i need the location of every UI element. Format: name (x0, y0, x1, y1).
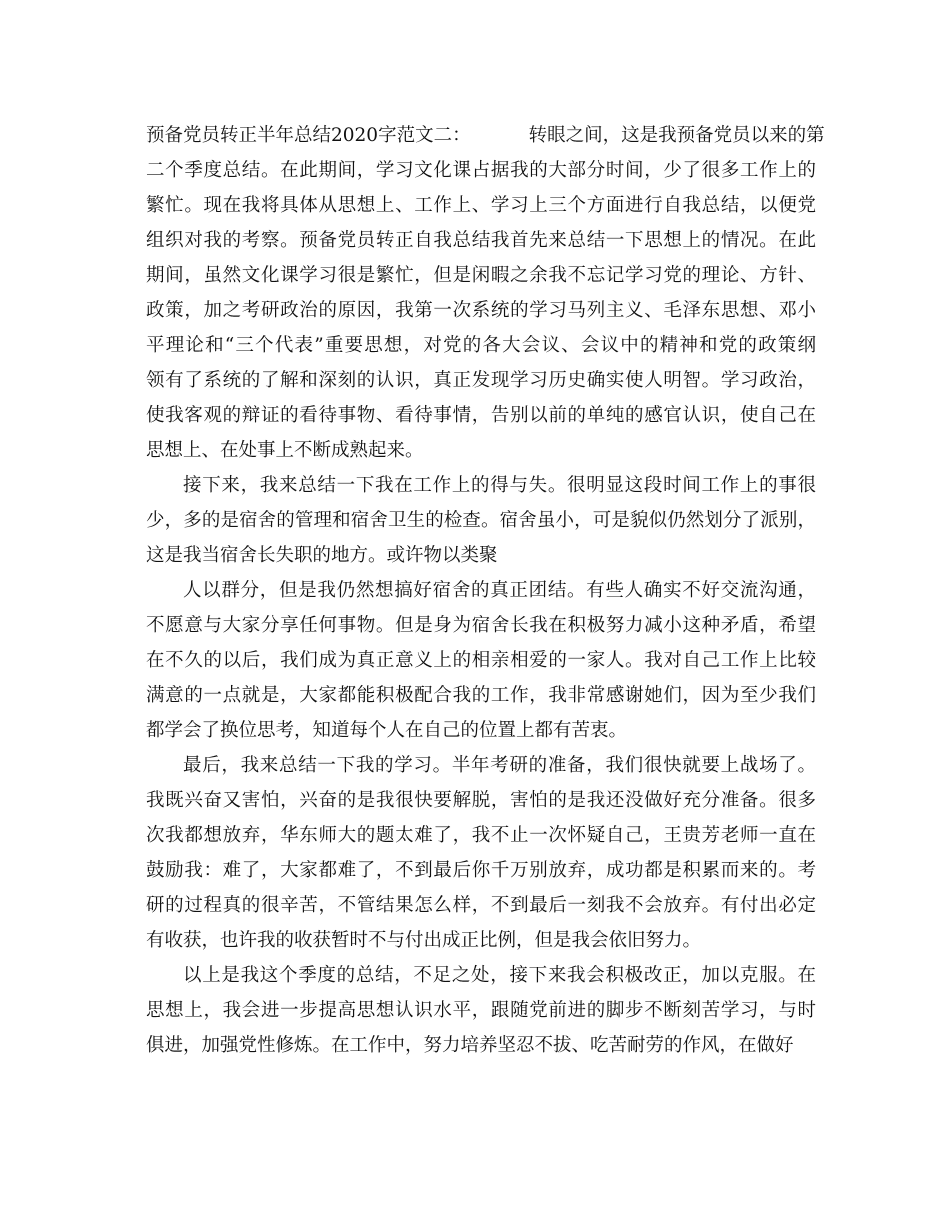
text-line: 人以群分，但是我仍然想搞好宿舍的真正团结。有些人确实不好交流沟通， (183, 580, 816, 601)
text-line: 都学会了换位思考，知道每个人在自己的位置上都有苦衷。 (146, 720, 628, 741)
text-line: 平理论和“三个代表”重要思想，对党的各大会议、会议中的精神和党的政策纲 (146, 335, 816, 356)
text-line: 期间，虽然文化课学习很是繁忙，但是闲暇之余我不忘记学习党的理论、方针、 (146, 265, 816, 286)
text-line: 以上是我这个季度的总结，不足之处，接下来我会积极改正，加以克服。在 (183, 965, 816, 986)
text-line: 有收获，也许我的收获暂时不与付出成正比例，但是我会依旧努力。 (146, 930, 702, 951)
text-line: 思想上、在处事上不断成熟起来。 (146, 440, 424, 461)
text-line: 少，多的是宿舍的管理和宿舍卫生的检查。宿舍虽小，可是貌似仍然划分了派别， (146, 510, 816, 531)
text-line: 最后，我来总结一下我的学习。半年考研的准备，我们很快就要上战场了。 (183, 755, 816, 776)
text-line: 这是我当宿舍长失职的地方。或许物以类聚 (146, 545, 498, 566)
text-line: 使我客观的辩证的看待事物、看待事情，告别以前的单纯的感官认识，使自己在 (146, 405, 816, 426)
text-line: 不愿意与大家分享任何事物。但是身为宿舍长我在积极努力减小这种矛盾，希望 (146, 615, 816, 636)
paragraph (146, 748, 816, 958)
text-segment: 转眼之间，这是我预备党员以来的第 (528, 125, 825, 146)
text-line: 我既兴奋又害怕，兴奋的是我很快要解脱，害怕的是我还没做好充分准备。很多 (146, 790, 816, 811)
text-line: 满意的一点就是，大家都能积极配合我的工作，我非常感谢她们，因为至少我们 (146, 685, 816, 706)
text-line: 二个季度总结。在此期间，学习文化课占据我的大部分时间，少了很多工作上的 (146, 160, 816, 181)
paragraph (146, 573, 816, 748)
paragraph (146, 958, 816, 1063)
text-line: 组织对我的考察。预备党员转正自我总结我首先来总结一下思想上的情况。在此 (146, 230, 816, 251)
text-line: 领有了系统的了解和深刻的认识，真正发现学习历史确实使人明智。学习政治， (146, 370, 816, 391)
text-line: 次我都想放弃，华东师大的题太难了，我不止一次怀疑自己，王贵芳老师一直在 (146, 825, 816, 846)
text-line: 在不久的以后，我们成为真正意义上的相亲相爱的一家人。我对自己工作上比较 (146, 650, 816, 671)
text-line (146, 118, 825, 153)
text-line: 接下来，我来总结一下我在工作上的得与失。很明显这段时间工作上的事很 (183, 475, 816, 496)
document-body (146, 118, 825, 1063)
text-line: 鼓励我：难了，大家都难了，不到最后你千万别放弃，成功都是积累而来的。考 (146, 860, 816, 881)
text-line: 俱进，加强党性修炼。在工作中，努力培养坚忍不拔、吃苦耐劳的作风，在做好 (146, 1035, 794, 1056)
paragraph (146, 468, 816, 573)
text-line: 研的过程真的很辛苦，不管结果怎么样，不到最后一刻我不会放弃。有付出必定 (146, 895, 816, 916)
text-line: 思想上，我会进一步提高思想认识水平，跟随党前进的脚步不断刻苦学习，与时 (146, 1000, 816, 1021)
paragraph (146, 118, 825, 468)
document-title: 预备党员转正半年总结2020字范文二： (146, 125, 471, 146)
text-line: 繁忙。现在我将具体从思想上、工作上、学习上三个方面进行自我总结，以便党 (146, 195, 816, 216)
text-line: 政策，加之考研政治的原因，我第一次系统的学习马列主义、毛泽东思想、邓小 (146, 300, 816, 321)
